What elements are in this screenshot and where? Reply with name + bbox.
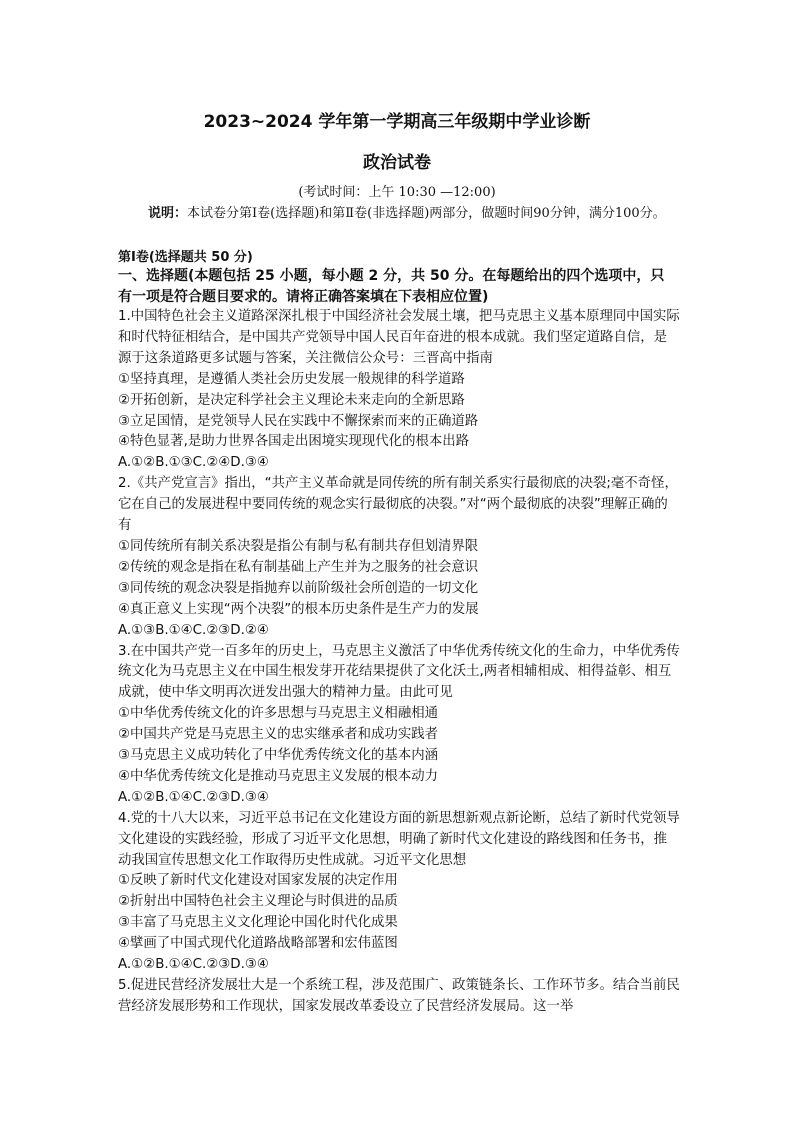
question-item: ③立足国情，是党领导人民在实践中不懈探索而来的正确道路 (118, 413, 479, 429)
question-item: ③马克思主义成功转化了中华优秀传统文化的基本内涵 (118, 748, 438, 764)
question-options: A.①②B.①④C.②③D.③④ (118, 789, 269, 805)
question-stem: 2.《共产党宣言》指出，“共产主义革命就是同传统的所有制关系实行最彻底的决裂;毫不奇怪，它在自己的发展进程中要同传统的观念实行最彻底的决裂。”对“两个最彻底的决裂”理解正确的有 (118, 476, 678, 534)
question-stem: 1.中国特色社会主义道路深深扎根于中国经济社会发展土壤，把马克思主义基本原理同中国实际和时代特征相结合，是中国共产党领导中国人民百年奋进的根本成就。我们坚定道路自信，是源于这条道路更多试题与答案，关注微信公众号：三晋高中指南 (118, 309, 680, 366)
question-item: ③丰富了马克思主义文化理论中国化时代化成果 (118, 915, 398, 931)
question-options: A.①②B.①③C.②④D.③④ (118, 455, 269, 471)
question-options: A.①③B.①④C.②③D.②④ (118, 622, 269, 638)
question-item: ②折射出中国特色社会主义理论与时俱进的品质 (118, 894, 398, 910)
question (118, 307, 680, 474)
question-item: ②开拓创新，是决定科学社会主义理论未来走向的全新思路 (118, 392, 465, 408)
question-item: ④擘画了中国式现代化道路战略部署和宏伟蓝图 (118, 936, 398, 952)
exam-time: (考试时间：上午 10:30 —12:00) (298, 185, 496, 200)
question-item: ③同传统的观念决裂是指抛弃以前阶级社会所创造的一切文化 (118, 580, 479, 596)
note-label: 说明： (148, 206, 188, 221)
part-heading: 第Ⅰ卷(选择题共 50 分) (118, 250, 253, 265)
note-text: 本试卷分第Ⅰ卷(选择题)和第Ⅱ卷(非选择题)两部分，做题时间90分钟，满分100分。 (187, 206, 666, 221)
exam-note (118, 203, 678, 224)
questions-area (118, 307, 680, 1018)
question-item: ①坚持真理，是遵循人类社会历史发展一般规律的科学道路 (118, 371, 465, 387)
question-item: ②传统的观念是指在私有制基础上产生并为之服务的社会意识 (118, 559, 479, 575)
section-instruction: 一、选择题(本题包括 25 小题，每小题 2 分，共 50 分。在每题给出的四个选项中，只有一项是符合题目要求的。请将正确答案填在下表相应位置) (118, 268, 665, 305)
question-item: ④中华优秀传统文化是推动马克思主义发展的根本动力 (118, 768, 438, 784)
question-stem: 4.党的十八大以来，习近平总书记在文化建设方面的新思想新观点新论断，总结了新时代党领导文化建设的实践经验，形成了习近平文化思想，明确了新时代文化建设的路线图和任务书，推动我国宣传思想文化工作取得历史性成就。习近平文化思想 (118, 810, 680, 868)
question (118, 976, 680, 1018)
question-item: ④特色显著,是助力世界各国走出困境实现现代化的根本出路 (118, 434, 470, 450)
question-stem: 5.促进民营经济发展壮大是一个系统工程，涉及范围广、政策链条长、工作环节多。结合当前民营经济发展形势和工作现状，国家发展改革委设立了民营经济发展局。这一举 (118, 978, 680, 1014)
question-item: ①同传统所有制关系决裂是指公有制与私有制共存但划清界限 (118, 538, 479, 554)
question (118, 809, 680, 976)
question-item: ④真正意义上实现“两个决裂”的根本历史条件是生产力的发展 (118, 601, 479, 617)
question-options: A.①②B.①④C.②③D.③④ (118, 957, 269, 973)
exam-title: 2023~2024 学年第一学期高三年级期中学业诊断 (203, 112, 591, 132)
question-stem: 3.在中国共产党一百多年的历史上，马克思主义激活了中华优秀传统文化的生命力，中华优秀传统文化为马克思主义在中国生根发芽开花结果提供了文化沃土,两者相辅相成、相得益彰、相互成就，使中华文明再次迸发出强大的精神力量。由此可见 (118, 643, 680, 701)
question (118, 642, 680, 809)
question-item: ①中华优秀传统文化的许多思想与马克思主义相融相通 (118, 706, 438, 722)
question-item: ②中国共产党是马克思主义的忠实继承者和成功实践者 (118, 727, 438, 743)
question-item: ①反映了新时代文化建设对国家发展的决定作用 (118, 873, 398, 889)
exam-subject: 政治试卷 (363, 153, 431, 173)
question (118, 474, 680, 641)
